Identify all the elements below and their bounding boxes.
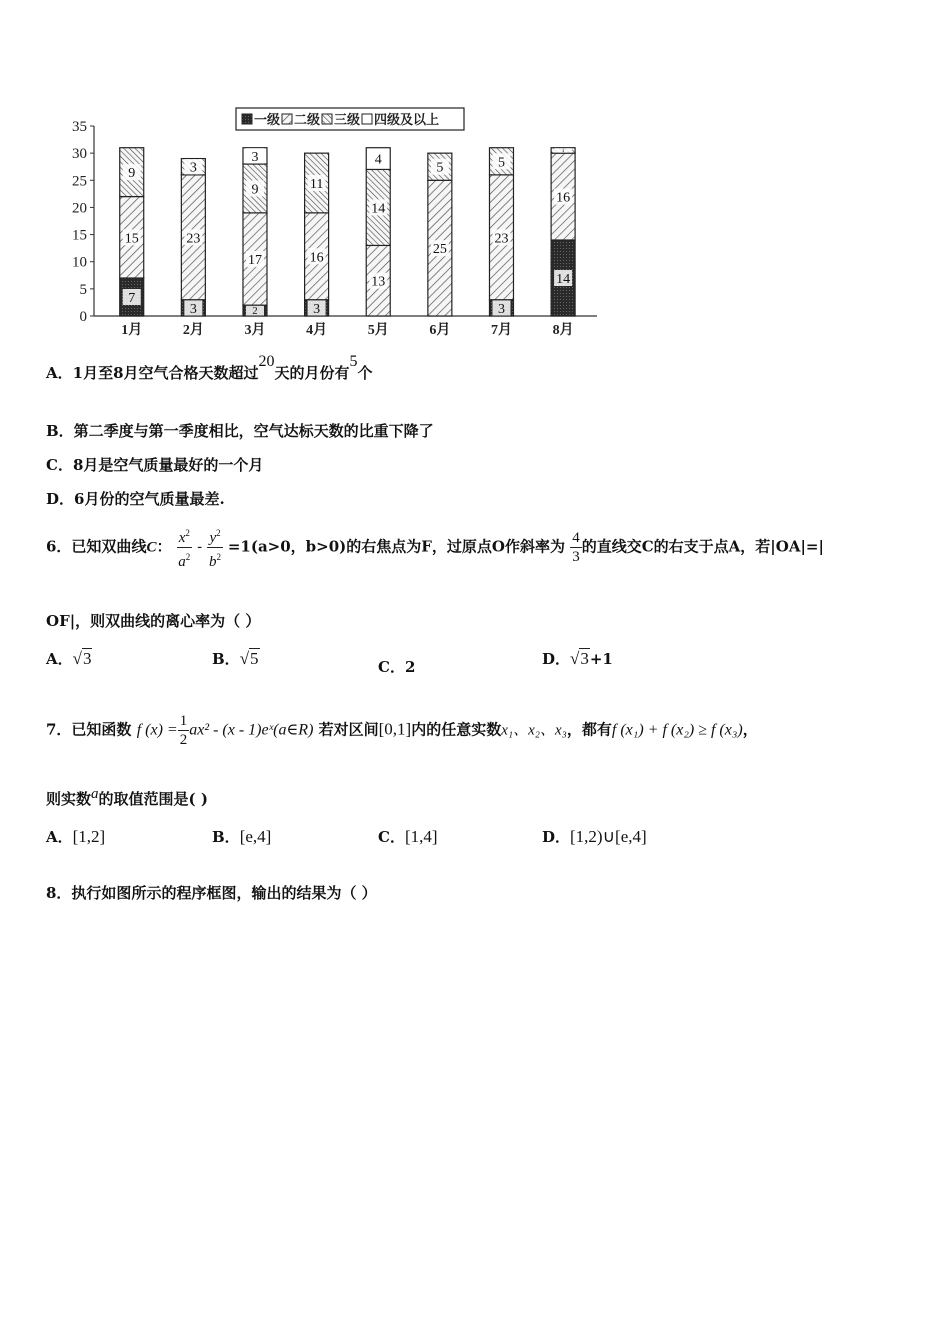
q7-option-c xyxy=(378,826,438,847)
q5-number-20: 20 xyxy=(258,353,275,370)
q6-opt-a-radicand: 3 xyxy=(82,649,92,668)
x-category-label: 7月 xyxy=(490,323,512,338)
bar-value-label: 16 xyxy=(309,250,324,266)
q6-stem-end: 的直线交C的右支于点A，若|OA|=| xyxy=(581,537,824,556)
x-category-label: 6月 xyxy=(429,323,451,338)
bar-value-label: 14 xyxy=(371,201,386,217)
q7-function-rhs: ax² - (x - 1)eˣ(a∈R) xyxy=(189,721,314,739)
legend-label: 一级 xyxy=(254,113,281,128)
y-tick-label: 35 xyxy=(72,119,87,135)
q6-y: y xyxy=(209,530,217,546)
q6-a: a xyxy=(178,554,186,570)
y-tick-label: 30 xyxy=(72,146,87,163)
x-category-label: 2月 xyxy=(182,323,204,338)
q6-opt-d-post: +1 xyxy=(589,650,613,668)
q7-variable-a: a xyxy=(91,786,99,802)
bar-value-label: 3 xyxy=(251,149,259,165)
bar-value-label: 9 xyxy=(251,182,259,198)
q6-curve-label: C xyxy=(146,539,157,556)
q6-opt-d-label: D． xyxy=(542,650,571,668)
q6-opt-b-radicand: 5 xyxy=(250,649,259,668)
q6-sup-1: 2 xyxy=(185,528,190,538)
q6-slope-fraction xyxy=(570,529,582,566)
legend-swatch xyxy=(242,114,252,124)
q7-comma: ， xyxy=(742,720,758,739)
legend-swatch xyxy=(322,114,332,124)
q6-opt-b-label: B． xyxy=(212,650,240,668)
q5-option-b: B．第二季度与第一季度相比，空气达标天数的比重下降了 xyxy=(46,422,434,440)
q7-stem xyxy=(46,712,758,749)
bar-value-label: 3 xyxy=(497,301,505,317)
bar-value-label: 1 xyxy=(561,147,565,154)
q7-opt-d-label: D． xyxy=(542,828,571,846)
q6-option-b xyxy=(212,648,260,669)
q7-option-d xyxy=(542,826,647,847)
q6-sup-2: 2 xyxy=(185,552,191,562)
q6-prefix: 6．已知双曲线 xyxy=(46,537,147,556)
q7-inequality: f (x₁) + f (x₂) ≥ f (x₃) xyxy=(611,721,743,739)
bar-value-label: 15 xyxy=(124,231,139,247)
q6-b: b xyxy=(209,554,217,570)
q7-mid-text: 若对区间 xyxy=(318,720,379,739)
q6-sqrt-3: √3 xyxy=(72,649,92,668)
q7-variables: x₁、x₂、x₃ xyxy=(501,722,567,739)
q7-interval: [0,1] xyxy=(378,719,412,739)
q8-stem: 8．执行如图所示的程序框图，输出的结果为（ ） xyxy=(46,884,377,902)
q6-sup-4: 2 xyxy=(216,552,222,562)
q7-option-b xyxy=(212,826,271,847)
bar-value-label: 11 xyxy=(309,177,324,192)
q6-sup-3: 2 xyxy=(216,528,221,538)
q6-fraction-y2-b2 xyxy=(207,524,222,571)
q6-fraction-x2-a2 xyxy=(177,524,192,571)
q6-stem-line2: OF|，则双曲线的离心率为（ ） xyxy=(46,612,261,630)
y-tick-label: 5 xyxy=(79,281,87,298)
q7-option-a xyxy=(46,826,105,847)
q6-opt-d-radicand: 3 xyxy=(580,649,589,668)
air-quality-chart xyxy=(62,104,607,339)
bar-value-label: 5 xyxy=(497,155,505,171)
q5-option-a xyxy=(46,353,373,383)
q6-opt-a-label: A． xyxy=(46,650,73,668)
q5-option-a-mid: 天的月份有 xyxy=(274,364,350,382)
q7-prefix: 7．已知函数 xyxy=(46,720,132,739)
q6-sqrt-3-d: √3 xyxy=(570,649,589,668)
q7-opt-a-label: A． xyxy=(46,828,73,846)
q7-mid-text-2: 内的任意实数 xyxy=(411,720,502,739)
bar-value-label: 25 xyxy=(432,242,447,258)
q7-opt-b-label: B． xyxy=(212,828,240,846)
q5-option-a-post: 个 xyxy=(357,364,373,382)
q5-option-a-text: A．1月至8月空气合格天数超过 xyxy=(46,364,259,382)
q6-stem xyxy=(46,524,824,571)
bar-value-label: 5 xyxy=(436,160,444,176)
x-category-label: 8月 xyxy=(552,323,574,338)
q6-minus: - xyxy=(197,537,203,556)
q7-opt-c-label: C． xyxy=(378,828,405,846)
y-tick-label: 20 xyxy=(72,200,87,217)
x-category-label: 3月 xyxy=(244,323,266,338)
q7-line2-prefix: 则实数 xyxy=(46,790,92,808)
q6-option-c: C．2 xyxy=(378,658,416,676)
y-tick-label: 0 xyxy=(79,309,87,325)
bar-value-label: 23 xyxy=(186,231,201,247)
y-tick-label: 15 xyxy=(72,227,87,244)
stacked-bar-chart xyxy=(62,104,607,339)
bar-value-label: 14 xyxy=(556,272,571,287)
bar-value-label: 17 xyxy=(247,253,262,268)
bar-value-label: 16 xyxy=(556,190,571,206)
legend-swatch xyxy=(282,114,292,124)
q7-opt-c-value: [1,4] xyxy=(404,827,438,846)
q7-mid-text-3: ，都有 xyxy=(566,720,612,739)
x-category-label: 1月 xyxy=(121,323,143,338)
q5-option-d: D．6月份的空气质量最差. xyxy=(46,490,225,508)
legend-label: 四级及以上 xyxy=(374,113,440,128)
legend-label: 二级 xyxy=(294,113,321,128)
bar-value-label: 2 xyxy=(252,304,258,317)
y-tick-label: 10 xyxy=(72,254,87,271)
bar-value-label: 9 xyxy=(128,166,136,182)
bar-value-label: 7 xyxy=(128,291,136,306)
q5-number-5: 5 xyxy=(349,353,358,370)
q6-sqrt-5: √5 xyxy=(239,649,259,668)
q7-opt-b-value: [e,4] xyxy=(239,827,272,846)
bar-value-label: 3 xyxy=(313,301,321,317)
q7-stem-line2 xyxy=(46,788,208,809)
chart-legend xyxy=(236,108,464,130)
q7-half-d: 2 xyxy=(179,732,188,748)
x-category-label: 5月 xyxy=(367,323,389,338)
y-tick-label: 25 xyxy=(72,173,87,190)
x-category-label: 4月 xyxy=(306,323,328,338)
q6-colon: ： xyxy=(156,537,172,556)
q7-half-fraction xyxy=(178,712,190,749)
bar-value-label: 23 xyxy=(494,231,509,247)
q7-function-lhs: f (x) = xyxy=(136,721,178,739)
legend-swatch xyxy=(362,114,372,124)
q6-option-a xyxy=(46,648,92,669)
q7-opt-d-value: [1,2)∪[e,4] xyxy=(570,827,647,846)
q7-line2-post: 的取值范围是( ) xyxy=(98,790,208,808)
q7-half-n: 1 xyxy=(179,713,188,729)
q5-option-c: C．8月是空气质量最好的一个月 xyxy=(46,456,264,474)
q6-slope-denominator: 3 xyxy=(572,549,580,565)
q6-x: x xyxy=(178,530,186,546)
bar-value-label: 13 xyxy=(371,274,386,290)
legend-label: 三级 xyxy=(334,113,361,128)
bar-value-label: 3 xyxy=(189,160,197,176)
bar-value-label: 3 xyxy=(189,301,197,317)
bar-value-label: 4 xyxy=(374,152,382,168)
q6-slope-numerator: 4 xyxy=(572,530,580,546)
q6-option-d xyxy=(542,648,613,669)
q7-opt-a-value: [1,2] xyxy=(72,827,106,846)
q6-condition: =1(a>0，b>0)的右焦点为F，过原点O作斜率为 xyxy=(227,537,565,556)
